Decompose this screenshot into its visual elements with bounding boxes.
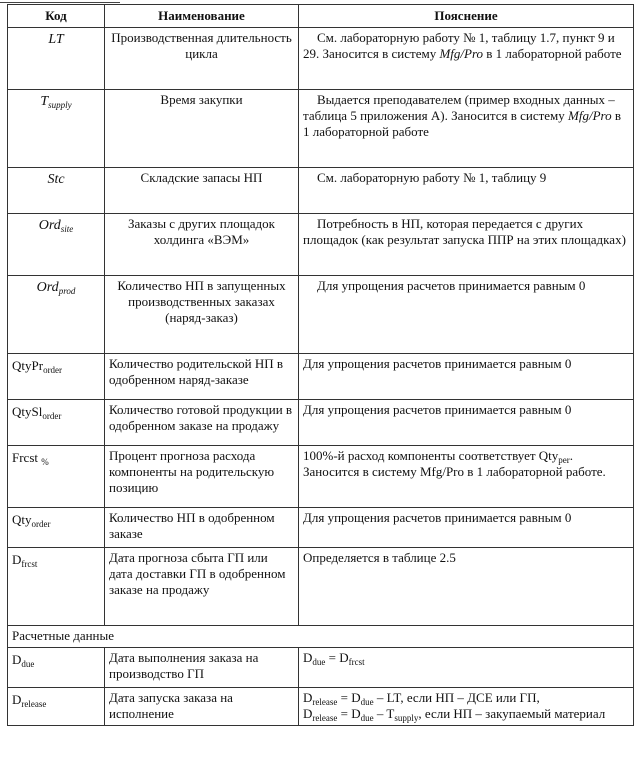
row-name: Заказы с других площадок холдинга «ВЭМ» (105, 214, 299, 276)
row-description: Для упрощения расчетов принимается равным 0 (299, 354, 634, 400)
table-row (8, 90, 634, 168)
parameters-table (7, 4, 634, 726)
row-name: Количество НП в запущенных производственных заказах (наряд-заказ) (105, 276, 299, 354)
row-name: Количество НП в одобренном заказе (105, 508, 299, 548)
table-row (8, 446, 634, 508)
table-row (8, 168, 634, 214)
row-name: Количество родительской НП в одобренном наряд-заказе (105, 354, 299, 400)
row-code: $D_{frcst}$ (8, 548, 105, 626)
table-row (8, 28, 634, 90)
row-description: Выдается преподавателем (пример входных данных – таблица 5 приложения А). Заносится в систему Mfg/Pro в 1 лабораторной работе (299, 90, 634, 168)
table-row (8, 354, 634, 400)
row-code: LT (8, 28, 105, 90)
row-description: Для упрощения расчетов принимается равным 0 (299, 508, 634, 548)
row-formula: $D_{due} = D_{frcst}$ (299, 648, 634, 688)
row-code: QtyPr$_{order}$ (8, 354, 105, 400)
row-description: 100%-й расход компоненты соответствует Qty$_{per}$. Заносится в систему Mfg/Pro в 1 лабораторной работе. (299, 446, 634, 508)
row-description: См. лабораторную работу № 1, таблицу 9 (299, 168, 634, 214)
row-code: $D_{release}$ (8, 688, 105, 726)
row-description: Для упрощения расчетов принимается равным 0 (299, 400, 634, 446)
table-row (8, 548, 634, 626)
row-description: Определяется в таблице 2.5 (299, 548, 634, 626)
row-name: Складские запасы НП (105, 168, 299, 214)
table-row (8, 276, 634, 354)
row-name: Время закупки (105, 90, 299, 168)
header-description: Пояснение (299, 5, 634, 28)
table-row (8, 400, 634, 446)
table-row (8, 648, 634, 688)
row-formula: $D_{release} = D_{due}$ – LT, если НП – ДСЕ или ГП, $D_{release} = D_{due} - T_{supply}$, если НП – закупаемый материал (299, 688, 634, 726)
table-row (8, 688, 634, 726)
row-name: Процент прогноза расхода компоненты на родительскую позицию (105, 446, 299, 508)
row-code: $D_{due}$ (8, 648, 105, 688)
row-name: Количество готовой продукции в одобренном заказе на продажу (105, 400, 299, 446)
row-name: Дата выполнения заказа на производство ГП (105, 648, 299, 688)
row-description: Потребность в НП, которая передается с других площадок (как результат запуска ППР на этих площадках) (299, 214, 634, 276)
row-code: $T_{supply}$ (8, 90, 105, 168)
row-description: Для упрощения расчетов принимается равным 0 (299, 276, 634, 354)
table-row (8, 214, 634, 276)
row-code: Ord$_{prod}$ (8, 276, 105, 354)
row-name: Дата запуска заказа на исполнение (105, 688, 299, 726)
row-code: Ord$_{site}$ (8, 214, 105, 276)
row-name: Производственная длительность цикла (105, 28, 299, 90)
section-row (8, 626, 634, 648)
section-label: Расчетные данные (8, 626, 634, 648)
row-code: Stc (8, 168, 105, 214)
row-name: Дата прогноза сбыта ГП или дата доставки ГП в одобренном заказе на продажу (105, 548, 299, 626)
table-row (8, 508, 634, 548)
row-code: Frcst $_{\%}$ (8, 446, 105, 508)
row-description: См. лабораторную работу № 1, таблицу 1.7, пункт 9 и 29. Заносится в систему Mfg/Pro в 1 лабораторной работе (299, 28, 634, 90)
table-header-row (8, 5, 634, 28)
header-code: Код (8, 5, 105, 28)
header-name: Наименование (105, 5, 299, 28)
row-code: QtySl$_{order}$ (8, 400, 105, 446)
row-code: Qty$_{order}$ (8, 508, 105, 548)
